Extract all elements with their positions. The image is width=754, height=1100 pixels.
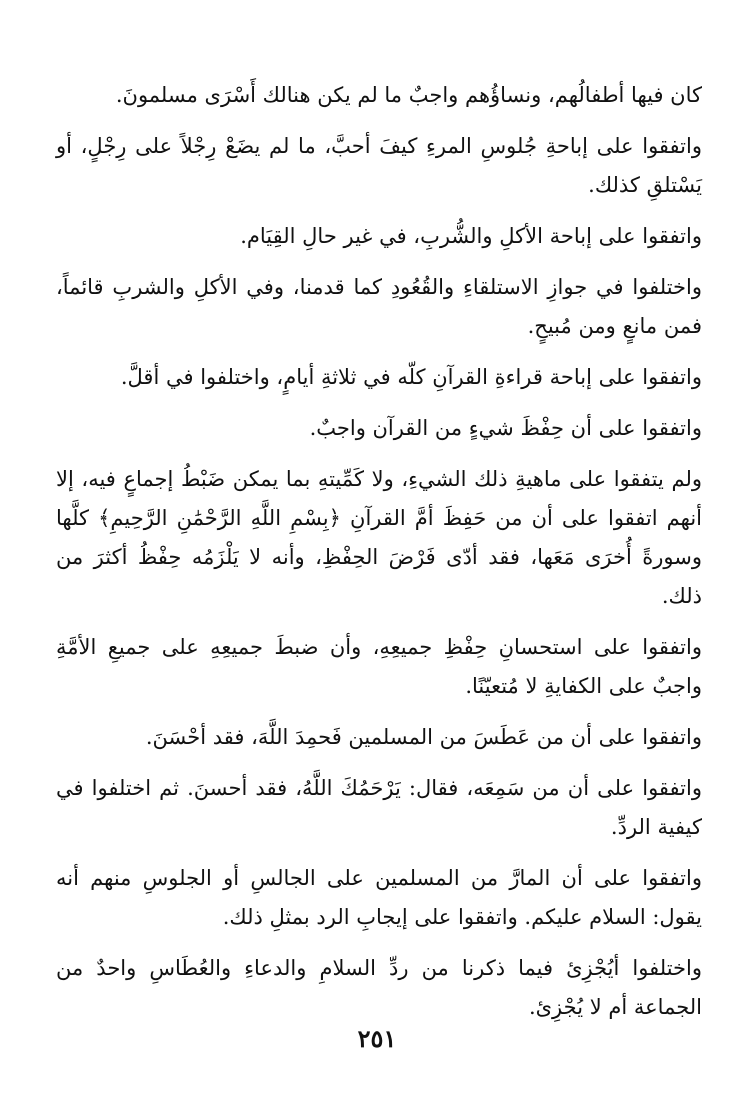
paragraph-2: واتفقوا على إباحةِ جُلوسِ المرءِ كيفَ أحبَّ، ما لم يضَعْ رِجْلاً على رِجْلٍ، أو يَسْتلقِ كذلك. (56, 134, 702, 197)
paragraph-11: واتفقوا على أن المارَّ من المسلمين على الجالسِ أو الجلوسِ منهم أنه يقول: السلام عليكم. واتفقوا على إيجابِ الرد بمثلِ ذلك. (56, 866, 702, 929)
paragraph-12: واختلفوا أيُجْزِئ فيما ذكرنا من ردِّ السلامِ والدعاءِ والعُطَاسِ واحدٌ من الجماعة أم لا يُجْزِئ. (56, 956, 702, 1019)
paragraph-5: واتفقوا على إباحة قراءةِ القرآنِ كلّه في ثلاثةِ أيامٍ، واختلفوا في أقلَّ. (120, 365, 702, 389)
paragraph-7: ولم يتفقوا على ماهيةِ ذلك الشيءِ، ولا كَمِّيتهِ بما يمكن ضَبْطُ إجماعٍ فيه، إلا أنهم اتفقوا على أن من حَفِظَ أمَّ القرآنِ ﴿بِسْمِ اللَّهِ الرَّحْمَٰنِ الرَّحِيمِ﴾ كلَّها وسورةً أُخرَى مَعَها، فقد أدّى فَرْضَ الحِفْظِ، وأنه لا يَلْزَمُه حِفْظُ أكثرَ من ذلك. (56, 467, 702, 608)
paragraph-8: واتفقوا على استحسانِ حِفْظِ جميعِهِ، وأن ضبطَ جميعِهِ على جميعِ الأمَّةِ واجبٌ على الكفايةِ لا مُتعيّنًا. (56, 635, 702, 698)
paragraph-9: واتفقوا على أن من عَطَسَ من المسلمين فَحمِدَ اللَّهَ، فقد أحْسَنَ. (145, 725, 702, 749)
paragraph-3: واتفقوا على إباحة الأكلِ والشُّربِ، في غير حالِ القِيَام. (240, 224, 702, 248)
paragraph-4: واختلفوا في جوازِ الاستلقاءِ والقُعُودِ كما قدمنا، وفي الأكلِ والشربِ قائماً، فمن مانعٍ ومن مُبيحٍ. (56, 275, 702, 338)
paragraph-6: واتفقوا على أن حِفْظَ شيءٍ من القرآن واجبٌ. (309, 416, 702, 440)
paragraph-1: كان فيها أطفالُهم، ونساؤُهم واجبٌ ما لم يكن هنالك أَسْرَى مسلمونَ. (115, 83, 702, 107)
page-number: ٢٥١ (357, 1024, 397, 1053)
paragraph-10: واتفقوا على أن من سَمِعَه، فقال: يَرْحَمُكَ اللَّهُ، فقد أحسنَ. ثم اختلفوا في كيفية الردِّ. (56, 776, 702, 839)
